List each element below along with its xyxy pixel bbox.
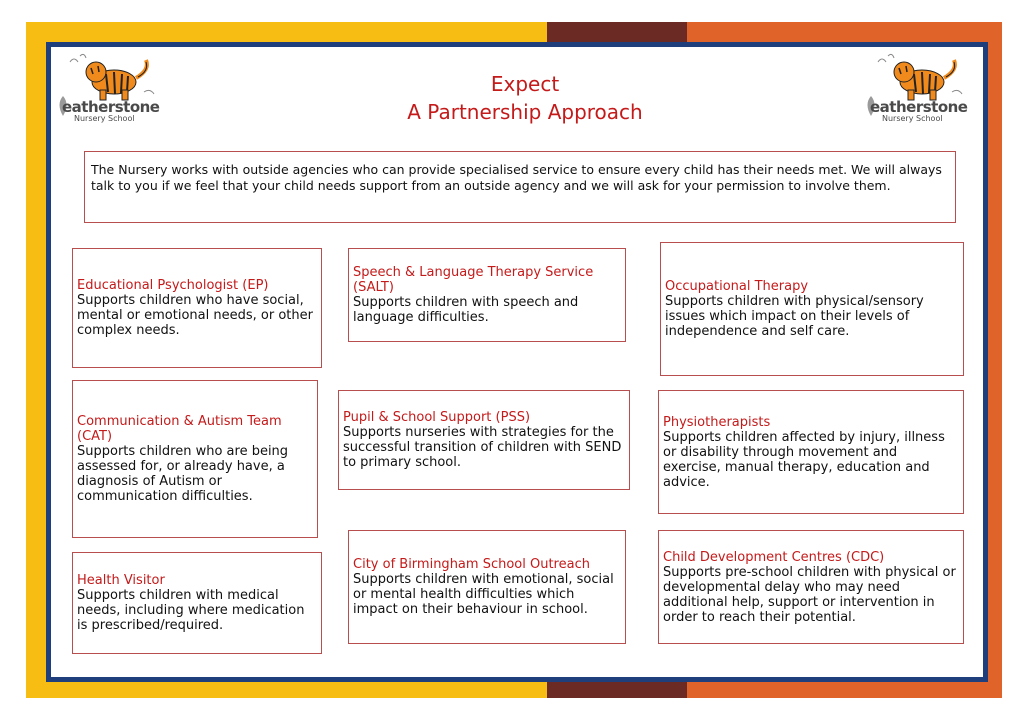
agency-card-health-visitor bbox=[72, 552, 322, 654]
agency-description: Supports children who are being assessed for, or already have, a diagnosis of Autism or communication difficulties. bbox=[77, 444, 289, 504]
agency-title: Speech & Language Therapy Service (SALT) bbox=[353, 265, 594, 295]
agency-description: Supports children affected by injury, illness or disability through movement and exercise, manual therapy, education and advice. bbox=[663, 429, 945, 490]
agency-title: Health Visitor bbox=[77, 573, 165, 588]
agency-description: Supports children with medical needs, including where medication is prescribed/required. bbox=[77, 588, 305, 633]
tiger-icon bbox=[58, 52, 162, 102]
agency-card-cdc bbox=[658, 530, 964, 644]
agency-card-cobs-outreach bbox=[348, 530, 626, 644]
school-logo-right bbox=[866, 52, 970, 124]
school-logo-left bbox=[58, 52, 162, 124]
agency-card-physiotherapists bbox=[658, 390, 964, 514]
agency-title: Child Development Centres (CDC) bbox=[663, 549, 885, 565]
agency-description: Supports nurseries with strategies for the successful transition of children with SEND to primary school. bbox=[343, 425, 622, 470]
tiger-icon bbox=[866, 52, 970, 102]
agency-description: Supports children with speech and language difficulties. bbox=[353, 295, 579, 325]
agency-card-salt bbox=[348, 248, 626, 342]
agency-title: Physiotherapists bbox=[663, 414, 771, 430]
page-title-line-2: A Partnership Approach bbox=[407, 100, 643, 124]
logo-subtitle: Nursery School bbox=[882, 114, 943, 123]
page-title-line-1: Expect bbox=[490, 72, 560, 96]
agency-card-pss bbox=[338, 390, 630, 490]
agency-title: Occupational Therapy bbox=[665, 279, 809, 294]
agency-title: Communication & Autism Team (CAT) bbox=[77, 414, 282, 444]
agency-title: City of Birmingham School Outreach bbox=[353, 557, 590, 572]
agency-title: Educational Psychologist (EP) bbox=[77, 278, 269, 293]
agency-card-occupational-therapy bbox=[660, 242, 964, 376]
intro-text: The Nursery works with outside agencies who can provide specialised service to ensure every child has their needs met. We will always talk to you if we feel that your child needs support from an outside agency and we will ask for your permission to involve them. bbox=[84, 151, 956, 223]
logo-wordmark: eatherstone bbox=[62, 98, 160, 116]
agency-description: Supports children with physical/sensory issues which impact on their levels of independence and self care. bbox=[665, 294, 924, 339]
logo-wordmark: eatherstone bbox=[870, 98, 968, 116]
agency-card-ep bbox=[72, 248, 322, 368]
agency-description: Supports children who have social, mental or emotional needs, or other complex needs. bbox=[77, 293, 313, 338]
page-title bbox=[300, 70, 750, 126]
agency-title: Pupil & School Support (PSS) bbox=[343, 410, 531, 425]
agency-description: Supports children with emotional, social or mental health difficulties which impact on their behaviour in school. bbox=[353, 572, 614, 617]
agency-card-cat bbox=[72, 380, 318, 538]
logo-subtitle: Nursery School bbox=[74, 114, 135, 123]
agency-description: Supports pre-school children with physical or developmental delay who may need additional help, support or intervention in order to reach their potential. bbox=[663, 564, 956, 625]
